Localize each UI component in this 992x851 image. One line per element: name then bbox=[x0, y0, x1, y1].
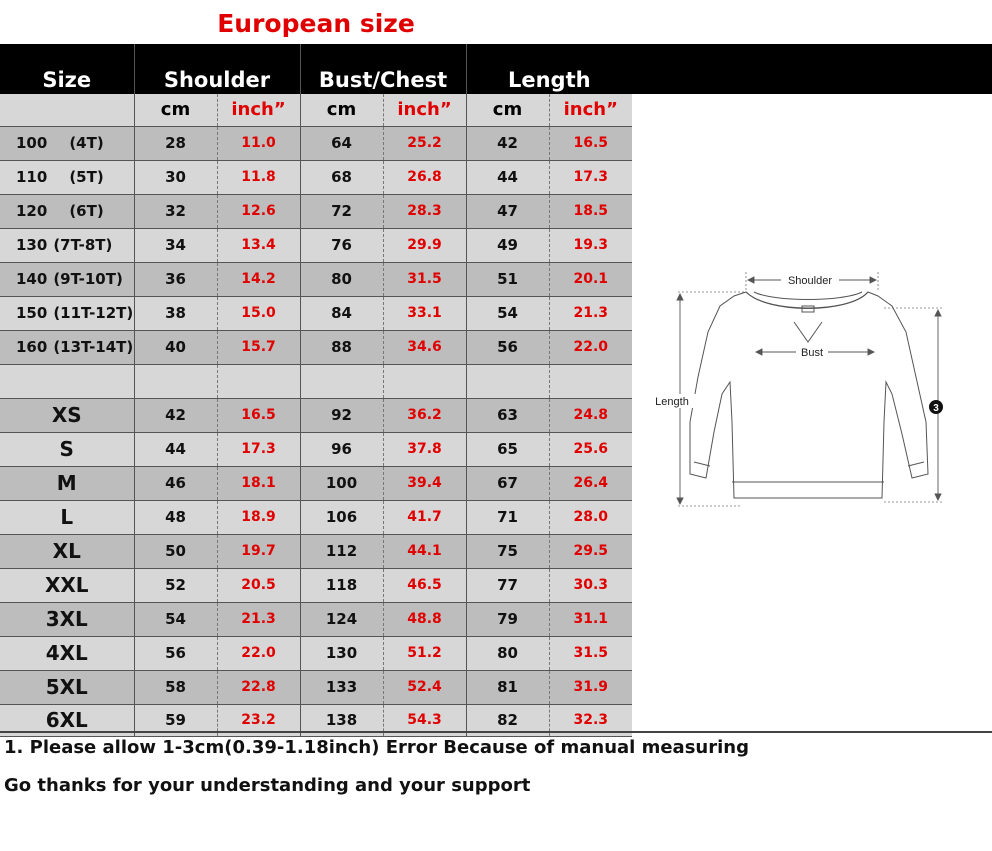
inch-value: 18.9 bbox=[217, 500, 300, 534]
inch-value: 51.2 bbox=[383, 636, 466, 670]
unit-cm: cm bbox=[466, 94, 549, 126]
cm-value: 71 bbox=[466, 500, 549, 534]
cm-value: 112 bbox=[300, 534, 383, 568]
size-label: XXL bbox=[44, 573, 89, 597]
cm-value: 36 bbox=[134, 262, 217, 296]
inch-value: 20.5 bbox=[217, 568, 300, 602]
cm-value: 47 bbox=[466, 194, 549, 228]
cm-value: 130 bbox=[300, 636, 383, 670]
size-label: 5XL bbox=[45, 675, 88, 699]
cm-value: 58 bbox=[134, 670, 217, 704]
cm-value: 40 bbox=[134, 330, 217, 364]
cm-value: 56 bbox=[466, 330, 549, 364]
inch-value: 16.5 bbox=[217, 398, 300, 432]
size-label: 130 bbox=[16, 236, 48, 254]
inch-value: 14.2 bbox=[217, 262, 300, 296]
inch-value: 29.9 bbox=[383, 228, 466, 262]
age-label: (6T) bbox=[69, 202, 104, 220]
inch-value: 37.8 bbox=[383, 432, 466, 466]
size-cell bbox=[0, 602, 134, 636]
inch-value: 31.1 bbox=[549, 602, 632, 636]
inch-value: 22.0 bbox=[549, 330, 632, 364]
size-cell bbox=[0, 500, 134, 534]
cm-value: 68 bbox=[300, 160, 383, 194]
empty-cell bbox=[549, 364, 632, 398]
inch-value: 32.3 bbox=[549, 704, 632, 736]
inch-value: 25.6 bbox=[549, 432, 632, 466]
cm-value: 84 bbox=[300, 296, 383, 330]
cm-value: 82 bbox=[466, 704, 549, 736]
size-label: XL bbox=[52, 539, 81, 563]
size-cell bbox=[0, 636, 134, 670]
table-row bbox=[0, 160, 632, 194]
unit-row bbox=[0, 94, 632, 126]
size-cell bbox=[0, 432, 134, 466]
table-row bbox=[0, 228, 632, 262]
inch-value: 26.8 bbox=[383, 160, 466, 194]
table-body bbox=[0, 126, 632, 736]
cm-value: 80 bbox=[466, 636, 549, 670]
table-row bbox=[0, 602, 632, 636]
size-label: 3XL bbox=[45, 607, 88, 631]
length-header: Length bbox=[466, 44, 632, 94]
size-header: Size bbox=[0, 44, 134, 94]
header-row bbox=[0, 44, 632, 94]
inch-value: 48.8 bbox=[383, 602, 466, 636]
cm-value: 42 bbox=[134, 398, 217, 432]
cm-value: 67 bbox=[466, 466, 549, 500]
age-label: (11T-12T) bbox=[53, 304, 134, 322]
size-label: 140 bbox=[16, 270, 48, 288]
table-row bbox=[0, 432, 632, 466]
inch-value: 17.3 bbox=[549, 160, 632, 194]
sweatshirt-diagram bbox=[644, 262, 960, 518]
inch-value: 33.1 bbox=[383, 296, 466, 330]
age-label: (13T-14T) bbox=[53, 338, 134, 356]
cm-value: 118 bbox=[300, 568, 383, 602]
size-cell bbox=[0, 568, 134, 602]
empty-cell bbox=[383, 364, 466, 398]
chart-title: European size bbox=[217, 9, 415, 38]
table-row bbox=[0, 296, 632, 330]
table-row bbox=[0, 126, 632, 160]
inch-value: 19.7 bbox=[217, 534, 300, 568]
cm-value: 56 bbox=[134, 636, 217, 670]
empty-cell bbox=[300, 364, 383, 398]
inch-value: 11.8 bbox=[217, 160, 300, 194]
cm-value: 48 bbox=[134, 500, 217, 534]
table-row bbox=[0, 262, 632, 296]
bust-header: Bust/Chest bbox=[300, 44, 466, 94]
cm-value: 54 bbox=[466, 296, 549, 330]
age-label: (9T-10T) bbox=[53, 270, 123, 288]
cm-value: 92 bbox=[300, 398, 383, 432]
cm-value: 46 bbox=[134, 466, 217, 500]
inch-value: 21.3 bbox=[549, 296, 632, 330]
cm-value: 96 bbox=[300, 432, 383, 466]
unit-blank bbox=[0, 94, 134, 126]
shoulder-label: Shoulder bbox=[787, 275, 833, 287]
size-cell bbox=[0, 228, 134, 262]
cm-value: 80 bbox=[300, 262, 383, 296]
size-cell bbox=[0, 126, 134, 160]
size-label: S bbox=[59, 437, 74, 461]
cm-value: 88 bbox=[300, 330, 383, 364]
cm-value: 75 bbox=[466, 534, 549, 568]
cm-value: 59 bbox=[134, 704, 217, 736]
inch-value: 12.6 bbox=[217, 194, 300, 228]
unit-cm: cm bbox=[134, 94, 217, 126]
size-cell bbox=[0, 296, 134, 330]
inch-value: 28.0 bbox=[549, 500, 632, 534]
inch-value: 36.2 bbox=[383, 398, 466, 432]
cm-value: 50 bbox=[134, 534, 217, 568]
cm-value: 76 bbox=[300, 228, 383, 262]
size-label: 160 bbox=[16, 338, 48, 356]
cm-value: 51 bbox=[466, 262, 549, 296]
inch-value: 30.3 bbox=[549, 568, 632, 602]
table-row bbox=[0, 466, 632, 500]
shoulder-header: Shoulder bbox=[134, 44, 300, 94]
size-label: 150 bbox=[16, 304, 48, 322]
length-label: Length bbox=[655, 396, 689, 408]
bust-label: Bust bbox=[800, 347, 824, 359]
note-thanks: Go thanks for your understanding and your support bbox=[4, 775, 531, 796]
cm-value: 42 bbox=[466, 126, 549, 160]
inch-value: 31.9 bbox=[549, 670, 632, 704]
cm-value: 77 bbox=[466, 568, 549, 602]
table-row bbox=[0, 534, 632, 568]
cm-value: 44 bbox=[134, 432, 217, 466]
cm-value: 49 bbox=[466, 228, 549, 262]
inch-value: 21.3 bbox=[217, 602, 300, 636]
cm-value: 38 bbox=[134, 296, 217, 330]
unit-inch: inch” bbox=[549, 94, 632, 126]
inch-value: 18.5 bbox=[549, 194, 632, 228]
size-cell bbox=[0, 466, 134, 500]
table-row bbox=[0, 194, 632, 228]
inch-value: 19.3 bbox=[549, 228, 632, 262]
table-row bbox=[0, 568, 632, 602]
unit-inch: inch” bbox=[383, 94, 466, 126]
inch-value: 39.4 bbox=[383, 466, 466, 500]
inch-value: 15.7 bbox=[217, 330, 300, 364]
inch-value: 24.8 bbox=[549, 398, 632, 432]
size-label: 6XL bbox=[45, 708, 88, 732]
empty-cell bbox=[217, 364, 300, 398]
size-cell bbox=[0, 364, 134, 398]
cm-value: 72 bbox=[300, 194, 383, 228]
size-label: L bbox=[60, 505, 74, 529]
size-label: M bbox=[56, 471, 77, 495]
inch-value: 31.5 bbox=[549, 636, 632, 670]
cm-value: 124 bbox=[300, 602, 383, 636]
size-label: 120 bbox=[16, 202, 48, 220]
measure-marker-number: 3 bbox=[933, 403, 939, 414]
table-row bbox=[0, 500, 632, 534]
size-label: 4XL bbox=[45, 641, 88, 665]
table-row bbox=[0, 636, 632, 670]
inch-value: 31.5 bbox=[383, 262, 466, 296]
size-cell bbox=[0, 398, 134, 432]
inch-value: 16.5 bbox=[549, 126, 632, 160]
divider bbox=[0, 731, 992, 733]
table-row bbox=[0, 670, 632, 704]
inch-value: 46.5 bbox=[383, 568, 466, 602]
note-measuring-error: 1. Please allow 1-3cm(0.39-1.18inch) Error Because of manual measuring bbox=[4, 737, 749, 758]
inch-value: 18.1 bbox=[217, 466, 300, 500]
size-label: XS bbox=[51, 403, 82, 427]
cm-value: 65 bbox=[466, 432, 549, 466]
size-label: 110 bbox=[16, 168, 48, 186]
inch-value: 20.1 bbox=[549, 262, 632, 296]
unit-cm: cm bbox=[300, 94, 383, 126]
size-cell bbox=[0, 194, 134, 228]
inch-value: 54.3 bbox=[383, 704, 466, 736]
cm-value: 34 bbox=[134, 228, 217, 262]
cm-value: 106 bbox=[300, 500, 383, 534]
inch-value: 25.2 bbox=[383, 126, 466, 160]
cm-value: 30 bbox=[134, 160, 217, 194]
empty-cell bbox=[134, 364, 217, 398]
cm-value: 52 bbox=[134, 568, 217, 602]
size-cell bbox=[0, 534, 134, 568]
cm-value: 81 bbox=[466, 670, 549, 704]
empty-cell bbox=[466, 364, 549, 398]
unit-inch: inch” bbox=[217, 94, 300, 126]
inch-value: 22.8 bbox=[217, 670, 300, 704]
cm-value: 44 bbox=[466, 160, 549, 194]
cm-value: 54 bbox=[134, 602, 217, 636]
inch-value: 41.7 bbox=[383, 500, 466, 534]
cm-value: 133 bbox=[300, 670, 383, 704]
cm-value: 79 bbox=[466, 602, 549, 636]
size-cell bbox=[0, 160, 134, 194]
table-row bbox=[0, 364, 632, 398]
inch-value: 11.0 bbox=[217, 126, 300, 160]
inch-value: 13.4 bbox=[217, 228, 300, 262]
inch-value: 28.3 bbox=[383, 194, 466, 228]
inch-value: 26.4 bbox=[549, 466, 632, 500]
inch-value: 34.6 bbox=[383, 330, 466, 364]
age-label: (5T) bbox=[69, 168, 104, 186]
inch-value: 17.3 bbox=[217, 432, 300, 466]
size-table bbox=[0, 44, 632, 737]
size-label: 100 bbox=[16, 134, 48, 152]
age-label: (7T-8T) bbox=[53, 236, 113, 254]
table-row bbox=[0, 330, 632, 364]
cm-value: 32 bbox=[134, 194, 217, 228]
cm-value: 138 bbox=[300, 704, 383, 736]
inch-value: 15.0 bbox=[217, 296, 300, 330]
table-row bbox=[0, 398, 632, 432]
size-cell bbox=[0, 670, 134, 704]
size-cell bbox=[0, 262, 134, 296]
size-cell bbox=[0, 330, 134, 364]
inch-value: 29.5 bbox=[549, 534, 632, 568]
inch-value: 52.4 bbox=[383, 670, 466, 704]
cm-value: 64 bbox=[300, 126, 383, 160]
cm-value: 28 bbox=[134, 126, 217, 160]
cm-value: 63 bbox=[466, 398, 549, 432]
inch-value: 23.2 bbox=[217, 704, 300, 736]
inch-value: 44.1 bbox=[383, 534, 466, 568]
inch-value: 22.0 bbox=[217, 636, 300, 670]
cm-value: 100 bbox=[300, 466, 383, 500]
age-label: (4T) bbox=[69, 134, 104, 152]
